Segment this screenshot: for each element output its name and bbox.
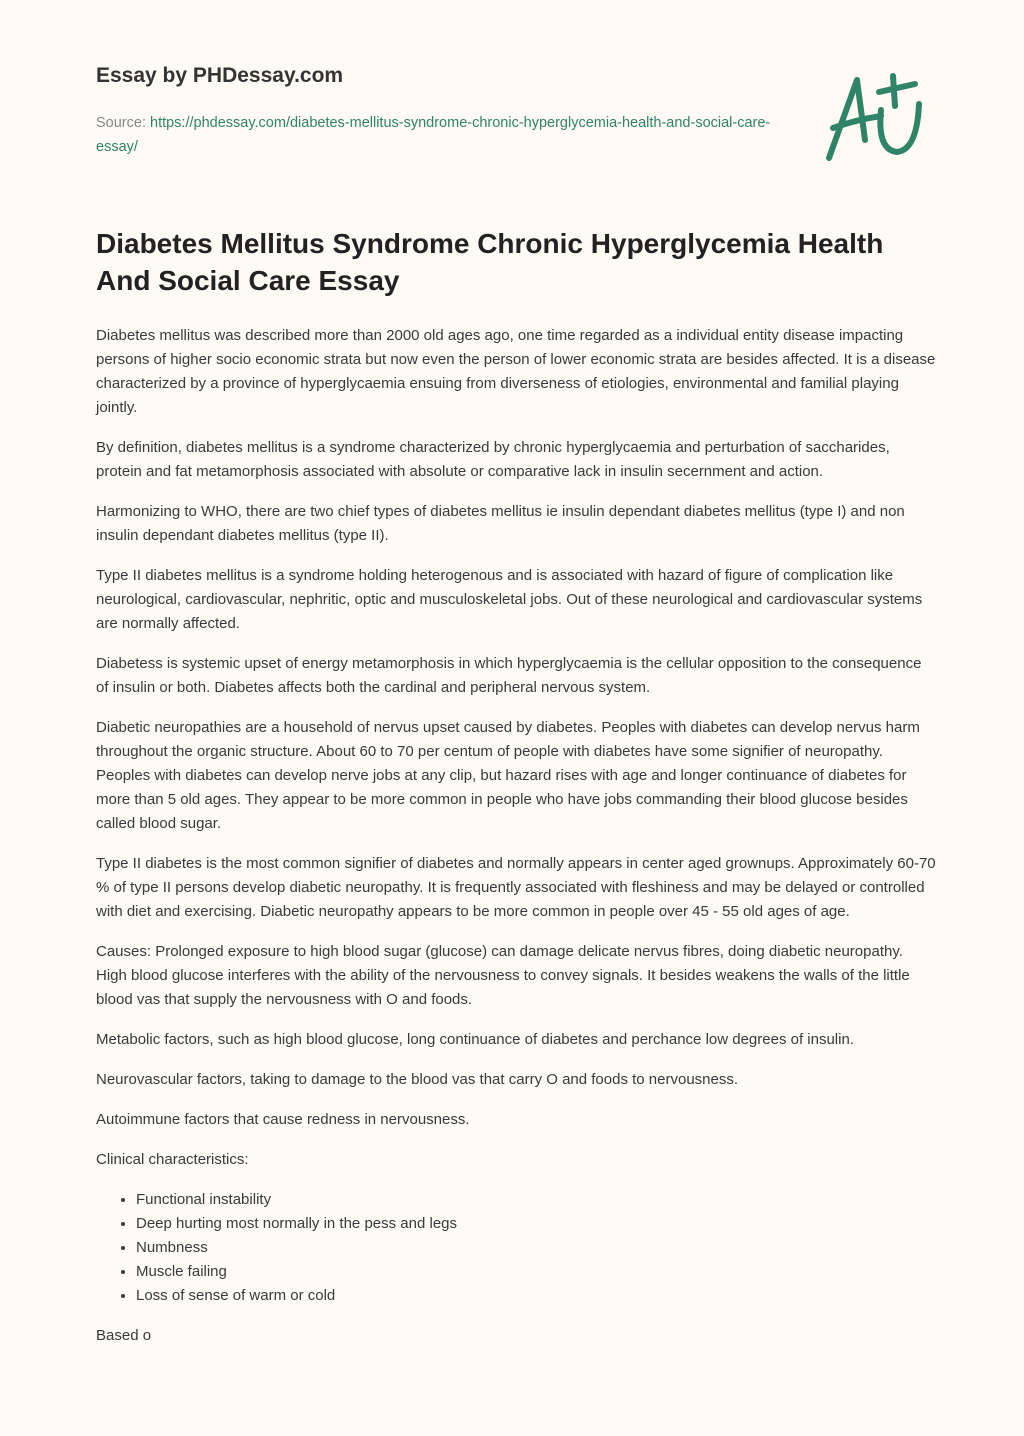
list-item: • Loss of sense of warm or cold	[136, 1284, 936, 1308]
paragraph: Diabetess is systemic upset of energy metamorphosis in which hyperglycaemia is the cellular opposition to the consequence of insulin or both. Diabetes affects both the cardinal and peripheral nervous system.	[96, 655, 922, 696]
source-link[interactable]: https://phdessay.com/diabetes-mellitus-syndrome-chronic-hyperglycemia-health-and-social-care-essay/	[96, 115, 771, 155]
paragraph: Type II diabetes is the most common signifier of diabetes and normally appears in center aged grownups. Approximately 60-70 % of type II persons develop diabetic neuropathy. It is frequently associated with fleshiness and may be delayed or controlled with diet and exercising. Diabetic neuropathy appears to be more common in people over 45 - 55 old ages of age.	[96, 855, 936, 920]
essay-title: Diabetes Mellitus Syndrome Chronic Hyperglycemia Health And Social Care Essay	[96, 228, 884, 296]
paragraph: Neurovascular factors, taking to damage to the blood vas that carry O and foods to nervousness.	[96, 1071, 739, 1088]
paragraph: Type II diabetes mellitus is a syndrome holding heterogenous and is associated with hazard of figure of complication like neurological, cardiovascular, nephritic, optic and musculoskeletal jobs. Out of these neurological and cardiovascular systems are normally affected.	[96, 567, 923, 632]
paragraph: Metabolic factors, such as high blood glucose, long continuance of diabetes and perchance low degrees of insulin.	[96, 1031, 854, 1048]
paragraph: Diabetes mellitus was described more than 2000 old ages ago, one time regarded as a individual entity disease impacting persons of higher socio economic strata but now even the person of lower economic strata are besides affected. It is a disease characterized by a province of hyperglycaemia ensuing from diverseness of etiologies, environmental and familial playing jointly.	[96, 327, 936, 416]
list-item: • Numbness	[136, 1236, 936, 1260]
list-item: • Functional instability	[136, 1188, 936, 1212]
paragraph: Clinical characteristics:	[96, 1151, 249, 1168]
paragraph: By definition, diabetes mellitus is a syndrome characterized by chronic hyperglycaemia and perturbation of saccharides, protein and fat metamorphosis associated with absolute or comparative lack in insulin secernment and action.	[96, 439, 890, 480]
site-brand: Essay by PHDessay.com	[96, 64, 344, 87]
clinical-characteristics-list	[96, 1188, 936, 1308]
a-plus-logo-icon	[815, 70, 935, 170]
list-item: • Muscle failing	[136, 1260, 936, 1284]
paragraph: Harmonizing to WHO, there are two chief types of diabetes mellitus ie insulin dependant diabetes mellitus (type I) and non insulin dependant diabetes mellitus (type II).	[96, 503, 905, 544]
paragraph: Autoimmune factors that cause redness in nervousness.	[96, 1111, 470, 1128]
essay-body	[96, 324, 936, 1364]
source-label: Source:	[96, 115, 150, 131]
source-line	[96, 111, 776, 159]
paragraph: Diabetic neuropathies are a household of nervus upset caused by diabetes. Peoples with diabetes can develop nervus harm throughout the organic structure. About 60 to 70 per centum of people with diabetes have some signifier of neuropathy. Peoples with diabetes can develop nerve jobs at any clip, but hazard rises with age and longer continuance of diabetes for more than 5 old ages. They appear to be more common in people who have jobs commanding their blood glucose besides called blood sugar.	[96, 719, 920, 832]
paragraph: Causes: Prolonged exposure to high blood sugar (glucose) can damage delicate nervus fibres, doing diabetic neuropathy. High blood glucose interferes with the ability of the nervousness to convey signals. It besides weakens the walls of the little blood vas that supply the nervousness with O and foods.	[96, 943, 910, 1008]
truncated-paragraph: Based o	[96, 1327, 152, 1344]
list-item: • Deep hurting most normally in the pess and legs	[136, 1212, 936, 1236]
